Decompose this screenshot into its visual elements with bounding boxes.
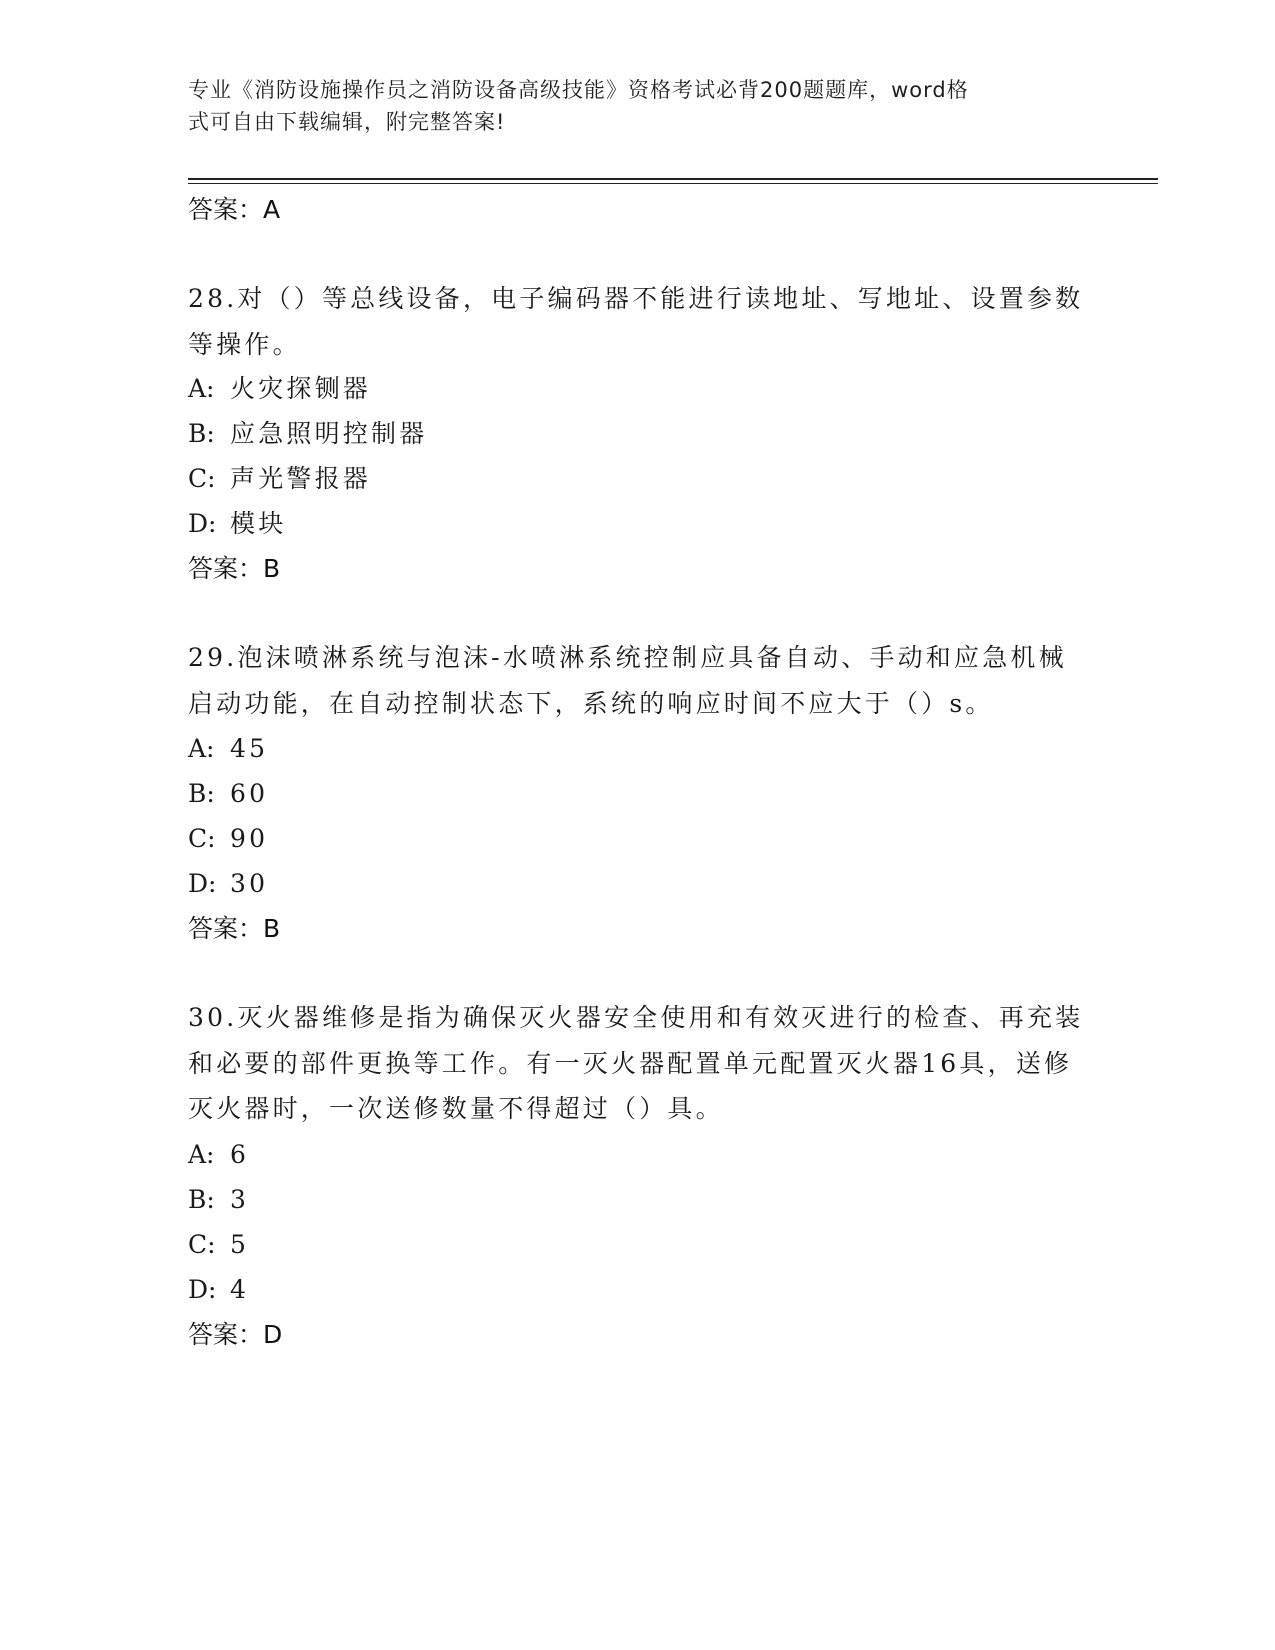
option-text: 火灾探铡器	[230, 374, 372, 403]
option-letter: C:	[188, 824, 216, 853]
question-30-option-d	[188, 1272, 249, 1308]
option-letter: A:	[188, 374, 215, 403]
header-divider-thin	[188, 183, 1158, 184]
question-28-text: 28.对（）等总线设备，电子编码器不能进行读地址、写地址、设置参数等操作。	[188, 284, 1084, 359]
header-line-2: 式可自由下载编辑，附完整答案!	[188, 110, 506, 134]
question-29-option-b	[188, 776, 268, 812]
option-text: 6	[230, 1140, 250, 1169]
option-letter: D:	[188, 869, 217, 898]
option-letter: B:	[188, 779, 215, 808]
header-divider	[188, 178, 1158, 180]
option-text: 60	[230, 779, 269, 808]
option-text: 应急照明控制器	[230, 419, 428, 448]
question-28-option-c	[188, 461, 371, 497]
option-letter: D:	[188, 1275, 217, 1304]
question-29-text: 29.泡沫喷淋系统与泡沫-水喷淋系统控制应具备自动、手动和应急机械启动功能，在自动控制状态下，系统的响应时间不应大于（）s。	[188, 643, 1067, 718]
option-text: 5	[230, 1230, 250, 1259]
option-letter: A:	[188, 1140, 215, 1169]
question-28-option-a	[188, 371, 371, 407]
option-text: 4	[230, 1275, 250, 1304]
question-29-option-a	[188, 731, 268, 767]
option-text: 声光警报器	[230, 464, 372, 493]
question-30-answer: 答案：D	[188, 1320, 283, 1349]
option-text: 30	[230, 869, 269, 898]
option-text: 90	[230, 824, 269, 853]
question-28-option-d	[188, 506, 286, 542]
option-letter: A:	[188, 734, 215, 763]
question-30-option-c	[188, 1227, 249, 1263]
option-letter: B:	[188, 1185, 215, 1214]
header-line-1: 专业《消防设施操作员之消防设备高级技能》资格考试必背200题题库，word格	[188, 78, 969, 102]
previous-answer: 答案：A	[188, 195, 281, 224]
option-letter: C:	[188, 464, 216, 493]
question-29-option-d	[188, 866, 268, 902]
option-text: 45	[230, 734, 269, 763]
question-30-text: 30.灭火器维修是指为确保灭火器安全使用和有效灭进行的检查、再充装和必要的部件更换等工作。有一灭火器配置单元配置灭火器16具，送修灭火器时，一次送修数量不得超过（）具。	[188, 1003, 1084, 1123]
option-letter: B:	[188, 419, 215, 448]
option-text: 3	[230, 1185, 250, 1214]
question-28-option-b	[188, 416, 427, 452]
document-header	[188, 74, 1068, 138]
question-30-option-b	[188, 1182, 249, 1218]
option-letter: C:	[188, 1230, 216, 1259]
question-29-option-c	[188, 821, 268, 857]
question-28-answer: 答案：B	[188, 554, 281, 583]
question-29-answer: 答案：B	[188, 914, 281, 943]
option-letter: D:	[188, 509, 217, 538]
question-30-option-a	[188, 1137, 249, 1173]
option-text: 模块	[230, 509, 287, 538]
